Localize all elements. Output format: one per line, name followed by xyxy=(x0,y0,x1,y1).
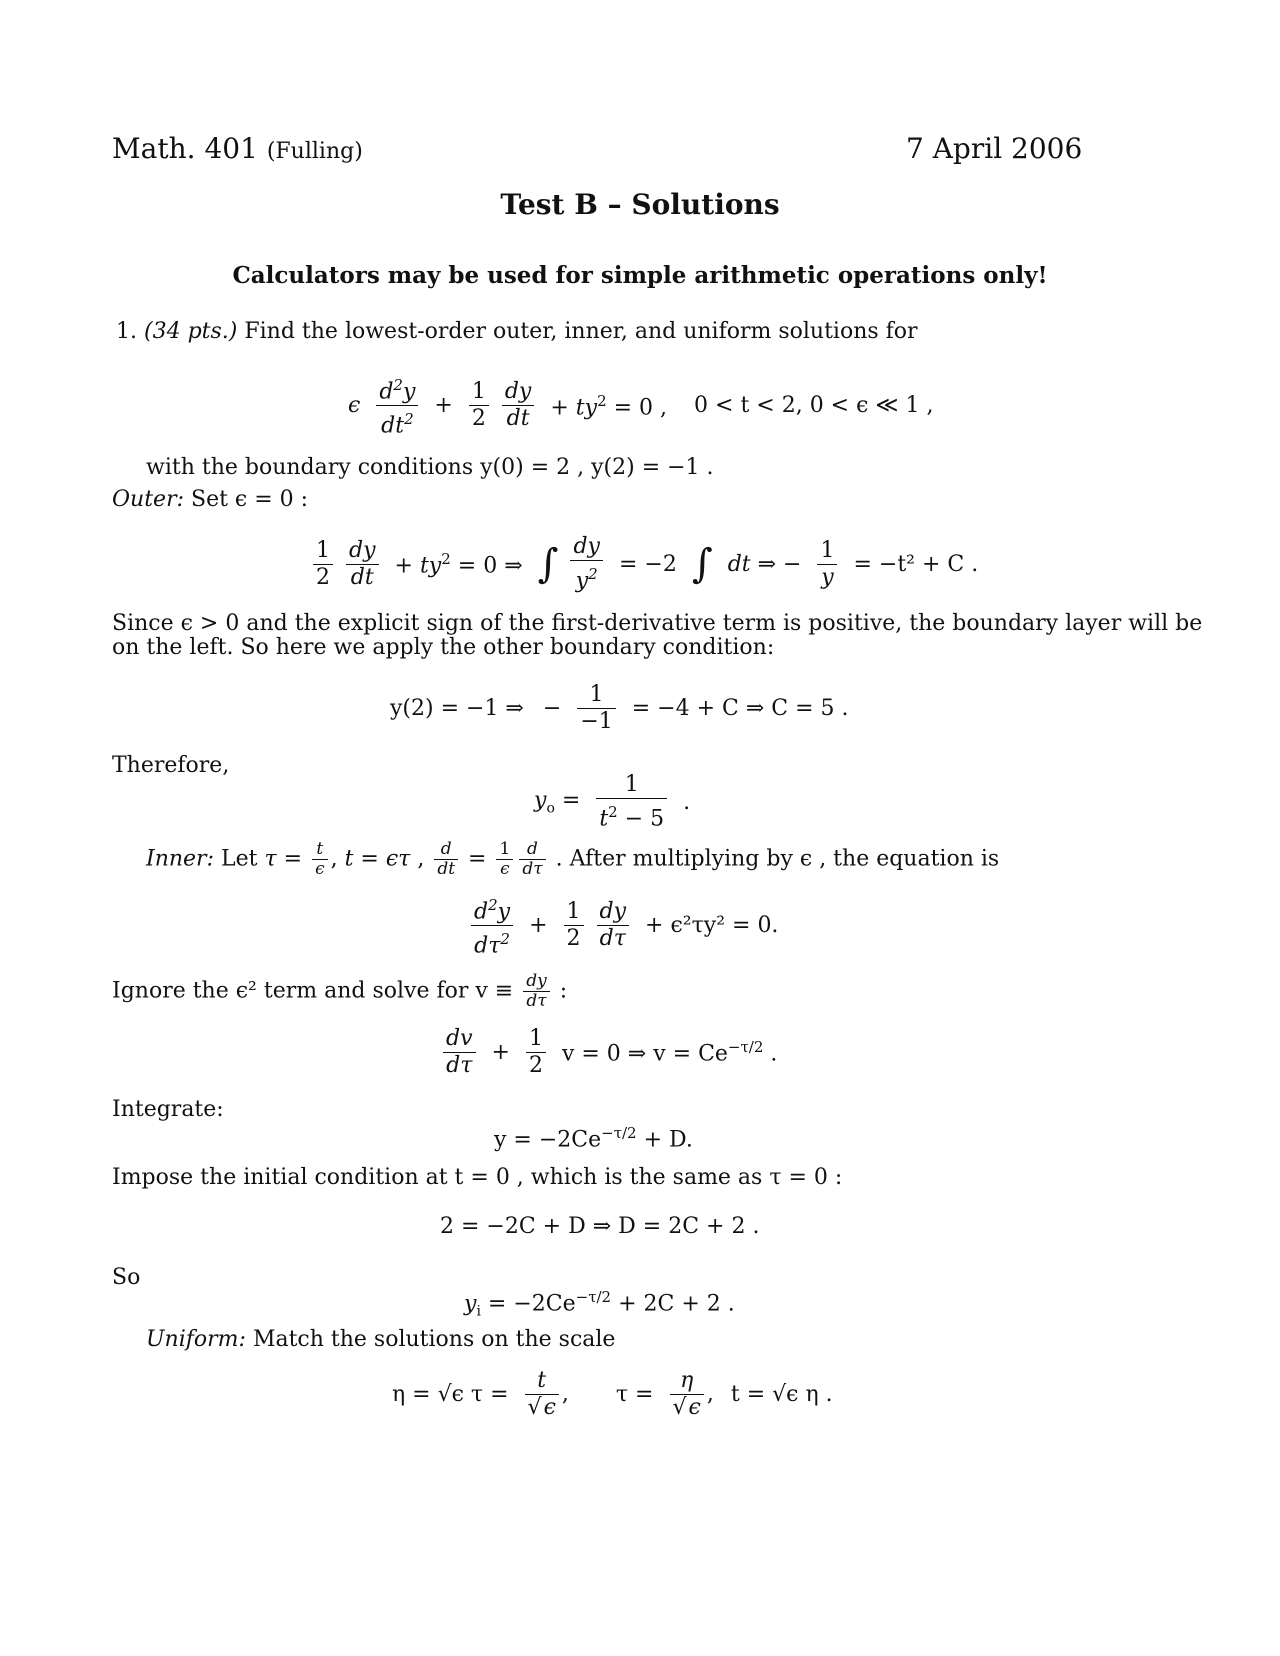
y-outer-symbol: y xyxy=(534,787,547,813)
inner-solution xyxy=(464,1288,735,1320)
v-exponent: −τ/2 xyxy=(727,1038,764,1057)
ignore-text: Ignore the ϵ² term and solve for v ≡ xyxy=(112,978,514,1004)
ignore-line: Ignore the ϵ² term and solve for v ≡ $\frac{dy}{d\tau}$ : xyxy=(112,971,568,1011)
uniform-rest: Match the solutions on the scale xyxy=(252,1327,616,1352)
inner-heading: Inner: Let τ = $\frac{t}{\epsilon}$ , t = ϵτ , $\frac{d}{dt}$ = $\frac{1}{\epsilon}$ $\frac{d}{d\tau}$ . After multiplying by ϵ , the equation is xyxy=(146,839,1000,879)
outer-result: = −t² + C . xyxy=(853,551,979,577)
scale-t: t = √ϵ η . xyxy=(730,1382,833,1407)
course-title xyxy=(112,132,363,165)
exam-date: 7 April 2006 xyxy=(906,132,1083,165)
inner-eq-rhs: + ϵ²τy² = 0. xyxy=(645,913,779,939)
v-solution: v = 0 ⇒ v = Ce xyxy=(561,1041,728,1067)
bc-rhs: = −4 + C ⇒ C = 5 . xyxy=(631,696,849,721)
problem-statement xyxy=(116,318,918,346)
ode-domain: 0 < t < 2, 0 < ϵ ≪ 1 , xyxy=(694,393,934,419)
so-label: So xyxy=(112,1265,141,1290)
y-outer-subscript: o xyxy=(546,800,555,817)
ode-equation: ϵ $\frac{d^2y}{dt^2}$ + $\frac{1}{2}$ $\frac{dy}{dt}$ + $ty^2 = 0$ , 0 < t < 2, 0 < ϵ ≪ 1 , xyxy=(342,372,939,440)
inner-equation: $\frac{d^2y}{d\tau^2}$ + $\frac{1}{2}$ $\frac{dy}{d\tau}$ + ϵ²τy² = 0. xyxy=(468,892,784,960)
outer-heading xyxy=(112,486,308,514)
problem-points: (34 pts.) xyxy=(144,319,238,344)
problem-number: 1. xyxy=(116,319,137,344)
boundary-conditions: with the boundary conditions y(0) = 2 , y(2) = −1 . xyxy=(146,455,714,480)
outer-equation: $\frac{1}{2}$ $\frac{dy}{dt}$ + $ty^2 = 0$ ⇒ ∫ $\frac{dy}{y^2}$ = −2 ∫ dt ⇒ − $\frac{1}{y}$ = −t² + C . xyxy=(310,534,984,594)
course-number: Math. 401 xyxy=(112,132,258,165)
y-inner-exponent: −τ/2 xyxy=(575,1288,612,1306)
uniform-label: Uniform: xyxy=(146,1327,246,1352)
bc-lhs: y(2) = −1 ⇒ xyxy=(390,696,524,721)
y-integrated-tail: + D. xyxy=(643,1127,693,1153)
problem-text: Find the lowest-order outer, inner, and uniform solutions for xyxy=(244,319,918,344)
therefore-label: Therefore, xyxy=(112,753,230,778)
outer-label: Outer: xyxy=(112,487,184,512)
inner-label: Inner: xyxy=(146,846,214,872)
bc-equation: y(2) = −1 ⇒ − $\frac{1}{-1}$ = −4 + C ⇒ C = 5 . xyxy=(390,682,849,734)
y-inner-rhs: = −2Ce xyxy=(487,1291,576,1317)
instructor-name: (Fulling) xyxy=(266,139,363,164)
uniform-heading xyxy=(146,1326,615,1354)
y-integrated-exponent: −τ/2 xyxy=(601,1124,637,1142)
impose-line: Impose the initial condition at t = 0 , which is the same as τ = 0 : xyxy=(112,1165,843,1190)
d-equation: 2 = −2C + D ⇒ D = 2C + 2 . xyxy=(440,1214,760,1239)
y-inner-subscript: i xyxy=(476,1303,481,1320)
page-title: Test B – Solutions xyxy=(500,188,780,221)
y-inner-tail: + 2C + 2 . xyxy=(618,1291,735,1317)
since-line-1: Since ϵ > 0 and the explicit sign of the first-derivative term is positive, the boundary layer will be xyxy=(112,611,1203,636)
y-integrated xyxy=(494,1124,693,1152)
since-line-2: on the left. So here we apply the other boundary condition: xyxy=(112,635,775,660)
outer-solution: $y_o$ = $\frac{1}{t^2 - 5}$ . xyxy=(534,772,691,832)
calculator-notice: Calculators may be used for simple arithmetic operations only! xyxy=(232,262,1048,289)
inner-let: Let xyxy=(220,846,258,872)
inner-rest: After multiplying by ϵ , the equation is xyxy=(569,846,1000,872)
outer-set: Set ϵ = 0 : xyxy=(191,487,309,512)
v-equation: $\frac{dv}{d\tau}$ + $\frac{1}{2}$ v = 0 ⇒ $v = Ce^{-\tau/2}$ . xyxy=(440,1026,783,1079)
scale-eta: η = √ϵ τ = xyxy=(392,1382,509,1407)
scale-tau: τ = xyxy=(615,1382,654,1407)
y-integrated-text: y = −2Ce xyxy=(494,1127,602,1153)
y-inner-symbol: y xyxy=(464,1291,477,1317)
integrate-label: Integrate: xyxy=(112,1097,224,1122)
scale-equation: η = √ϵ τ = $\frac{t}{√\epsilon}$ , τ = $\frac{\eta}{√\epsilon}$ , t = √ϵ η . xyxy=(392,1368,833,1420)
